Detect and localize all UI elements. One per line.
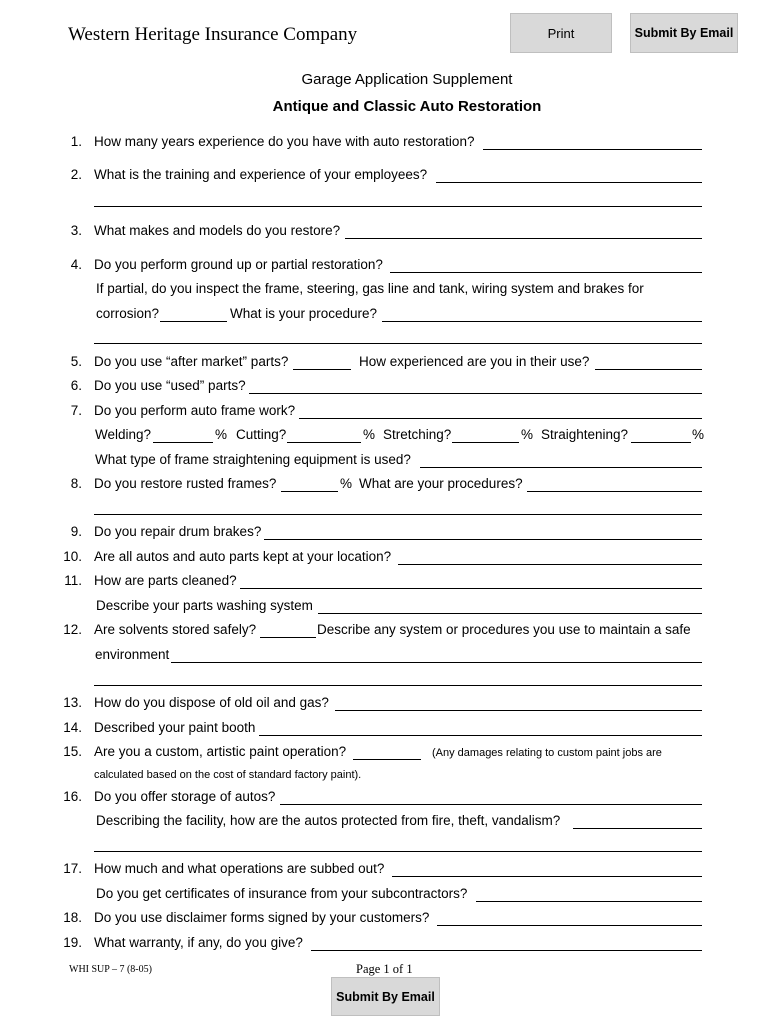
print-button[interactable]: Print xyxy=(510,13,612,53)
answer-field[interactable] xyxy=(281,491,338,492)
straightening-label: Straightening? xyxy=(541,427,629,442)
note-text: (Any damages relating to custom paint jobs are xyxy=(432,747,662,759)
stretching-field[interactable] xyxy=(452,442,519,443)
answer-field[interactable] xyxy=(94,343,702,344)
form-code: WHI SUP – 7 (8-05) xyxy=(69,964,152,975)
stretching-label: Stretching? xyxy=(383,427,452,442)
question-text: Do you use disclaimer forms signed by your customers? xyxy=(94,910,430,925)
answer-field[interactable] xyxy=(299,418,702,419)
welding-label: Welding? xyxy=(95,427,152,442)
question-text: How do you dispose of old oil and gas? xyxy=(94,695,329,710)
question-number: 17. xyxy=(63,861,82,876)
answer-field[interactable] xyxy=(595,369,702,370)
percent-sign: % xyxy=(363,427,376,442)
question-subtext: If partial, do you inspect the frame, steering, gas line and tank, wiring system and brakes for xyxy=(96,281,644,296)
submit-by-email-button-bottom[interactable]: Submit By Email xyxy=(331,977,440,1016)
question-text: What are your procedures? xyxy=(359,476,523,491)
question-text: What is the training and experience of your employees? xyxy=(94,167,428,182)
page-number: Page 1 of 1 xyxy=(356,962,413,976)
answer-field[interactable] xyxy=(437,925,702,926)
answer-field[interactable] xyxy=(390,272,702,273)
cutting-label: Cutting? xyxy=(236,427,287,442)
answer-field[interactable] xyxy=(311,950,702,951)
percent-sign: % xyxy=(340,476,353,491)
answer-field[interactable] xyxy=(259,735,702,736)
question-number: 19. xyxy=(63,935,82,950)
answer-field[interactable] xyxy=(335,710,702,711)
question-number: 14. xyxy=(63,720,82,735)
question-text: How experienced are you in their use? xyxy=(359,354,590,369)
question-text: How many years experience do you have with auto restoration? xyxy=(94,134,475,149)
question-number: 6. xyxy=(70,378,82,393)
answer-field[interactable] xyxy=(420,467,702,468)
question-subtext: Do you get certificates of insurance from your subcontractors? xyxy=(96,886,468,901)
question-number: 10. xyxy=(63,549,82,564)
question-subtext: Describing the facility, how are the autos protected from fire, theft, vandalism? xyxy=(96,813,561,828)
question-text: Do you offer storage of autos? xyxy=(94,789,276,804)
answer-field[interactable] xyxy=(382,321,702,322)
answer-field[interactable] xyxy=(94,206,702,207)
question-number: 4. xyxy=(70,257,82,272)
question-text: Do you repair drum brakes? xyxy=(94,524,262,539)
answer-field[interactable] xyxy=(392,876,702,877)
percent-sign: % xyxy=(215,427,228,442)
question-text: What warranty, if any, do you give? xyxy=(94,935,303,950)
answer-field[interactable] xyxy=(318,613,702,614)
answer-field[interactable] xyxy=(94,851,702,852)
question-text: Described your paint booth xyxy=(94,720,256,735)
answer-field[interactable] xyxy=(476,901,702,902)
question-number: 3. xyxy=(70,223,82,238)
question-number: 11. xyxy=(64,573,82,588)
question-number: 16. xyxy=(63,789,82,804)
answer-field[interactable] xyxy=(398,564,702,565)
question-subtext: corrosion? xyxy=(96,306,160,321)
answer-field[interactable] xyxy=(436,182,702,183)
question-subtext: What is your procedure? xyxy=(230,306,378,321)
question-text: How are parts cleaned? xyxy=(94,573,237,588)
question-text: Do you perform ground up or partial restoration? xyxy=(94,257,383,272)
question-text: Are all autos and auto parts kept at your location? xyxy=(94,549,392,564)
percent-sign: % xyxy=(692,427,705,442)
question-number: 12. xyxy=(63,622,82,637)
form-title: Garage Application Supplement xyxy=(301,71,513,88)
answer-field[interactable] xyxy=(249,393,702,394)
submit-by-email-button[interactable]: Submit By Email xyxy=(630,13,738,53)
question-text: How much and what operations are subbed out? xyxy=(94,861,385,876)
question-text: Are solvents stored safely? xyxy=(94,622,257,637)
percent-sign: % xyxy=(521,427,534,442)
question-number: 8. xyxy=(70,476,82,491)
question-number: 7. xyxy=(70,403,82,418)
question-number: 15. xyxy=(63,744,82,759)
question-text: What makes and models do you restore? xyxy=(94,223,341,238)
answer-field[interactable] xyxy=(280,804,702,805)
question-subtext: Describe your parts washing system xyxy=(96,598,313,613)
note-text: calculated based on the cost of standard factory paint). xyxy=(94,769,362,781)
straightening-field[interactable] xyxy=(631,442,691,443)
answer-field[interactable] xyxy=(260,637,316,638)
question-text: Do you use “after market” parts? xyxy=(94,354,289,369)
answer-field[interactable] xyxy=(483,149,702,150)
question-number: 9. xyxy=(70,524,82,539)
answer-field[interactable] xyxy=(171,662,702,663)
answer-field[interactable] xyxy=(293,369,351,370)
question-text: Do you perform auto frame work? xyxy=(94,403,296,418)
question-subtext: environment xyxy=(95,647,170,662)
question-text: Do you use “used” parts? xyxy=(94,378,246,393)
company-name: Western Heritage Insurance Company xyxy=(68,24,358,45)
question-text: Describe any system or procedures you use to maintain a safe xyxy=(317,622,691,637)
answer-field[interactable] xyxy=(527,491,702,492)
question-number: 1. xyxy=(70,134,82,149)
question-text: Are you a custom, artistic paint operation? xyxy=(94,744,347,759)
question-number: 18. xyxy=(63,910,82,925)
answer-field[interactable] xyxy=(160,321,227,322)
answer-field[interactable] xyxy=(264,539,702,540)
question-text: Do you restore rusted frames? xyxy=(94,476,277,491)
welding-field[interactable] xyxy=(153,442,213,443)
answer-field[interactable] xyxy=(573,828,702,829)
answer-field[interactable] xyxy=(240,588,702,589)
answer-field[interactable] xyxy=(353,759,421,760)
answer-field[interactable] xyxy=(94,685,702,686)
question-subtext: What type of frame straightening equipment is used? xyxy=(95,452,411,467)
answer-field[interactable] xyxy=(345,238,702,239)
question-number: 5. xyxy=(70,354,82,369)
cutting-field[interactable] xyxy=(287,442,361,443)
question-number: 13. xyxy=(63,695,82,710)
question-number: 2. xyxy=(70,167,82,182)
form-subtitle: Antique and Classic Auto Restoration xyxy=(272,98,542,115)
answer-field[interactable] xyxy=(94,514,702,515)
